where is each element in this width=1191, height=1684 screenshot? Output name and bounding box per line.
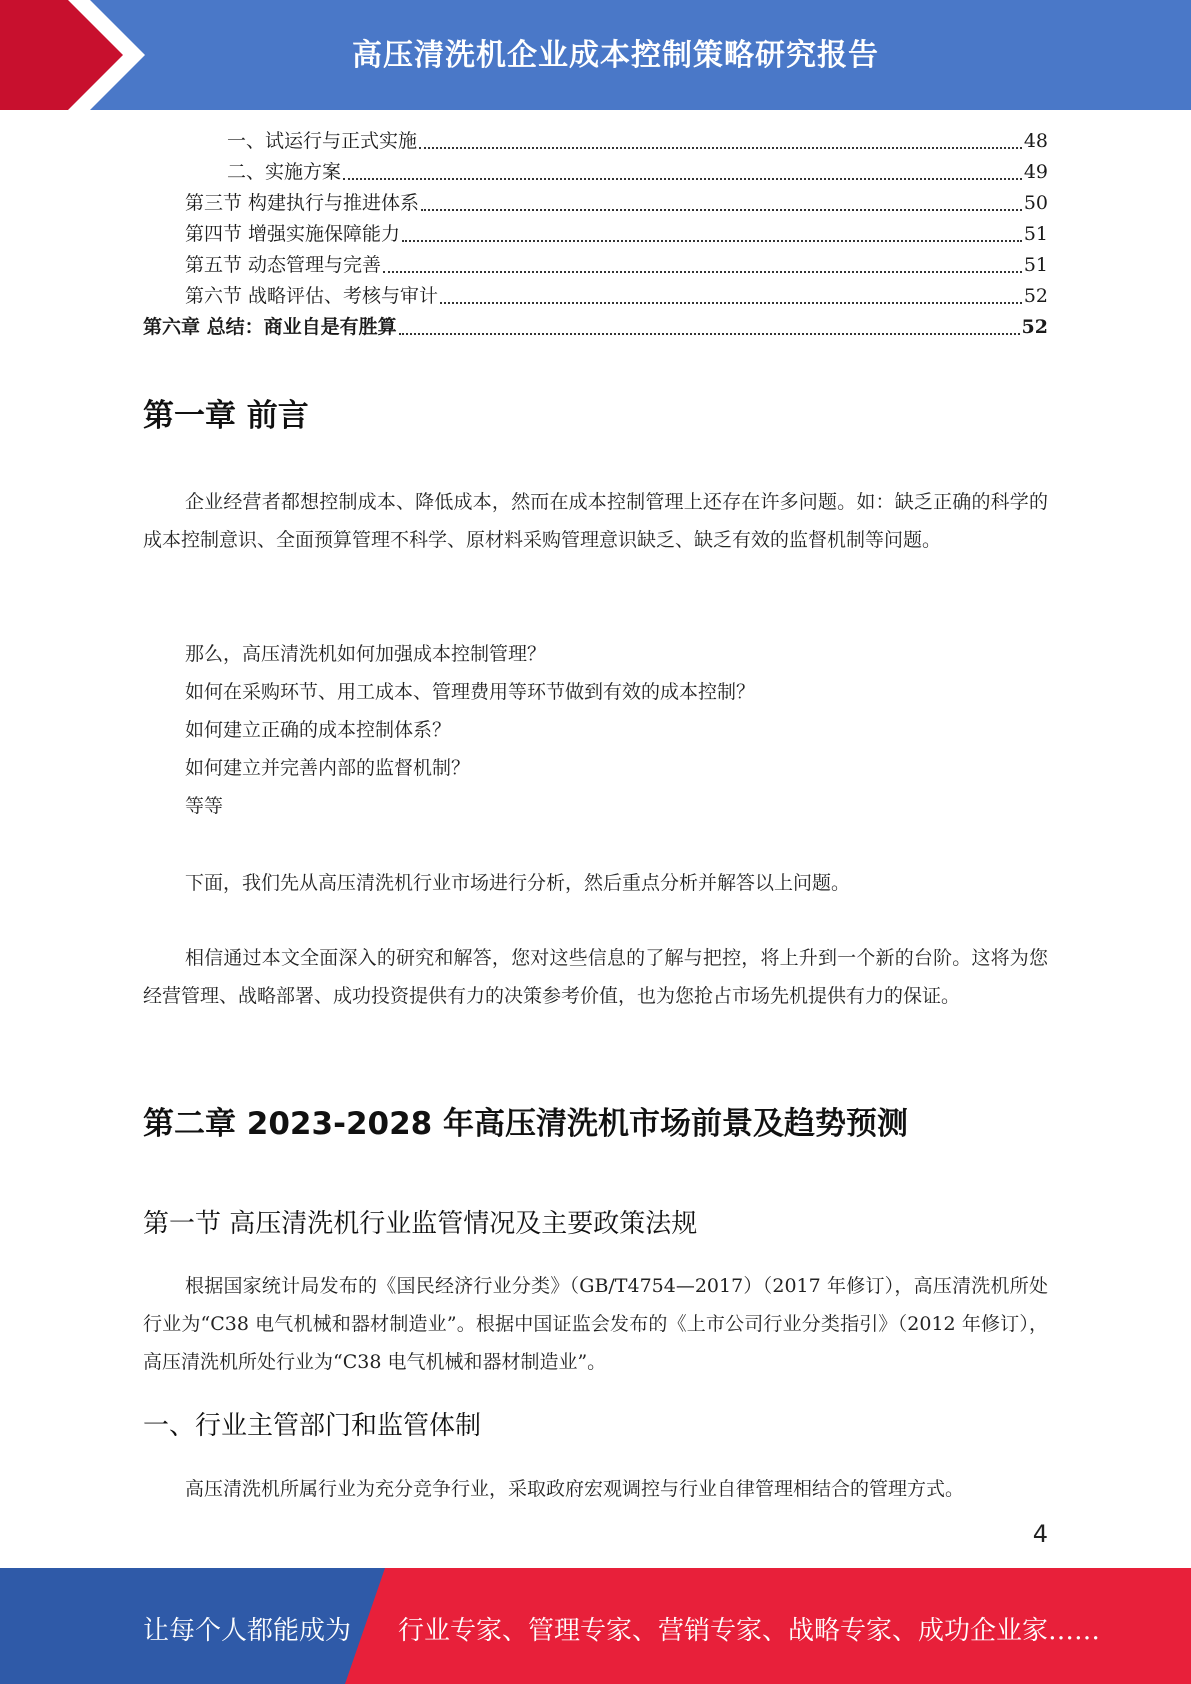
chapter-1-heading: 第一章 前言 — [143, 398, 309, 434]
question-line: 如何建立正确的成本控制体系？ — [185, 719, 452, 741]
toc-item-label: 一、试运行与正式实施 — [227, 130, 418, 152]
report-title: 高压清洗机企业成本控制策略研究报告 — [352, 38, 879, 73]
toc-item[interactable] — [227, 128, 1048, 154]
toc-item-page: 51 — [1023, 223, 1048, 245]
toc-item[interactable] — [185, 221, 1048, 247]
toc-item-page: 52 — [1023, 285, 1048, 307]
question-line: 等等 — [185, 795, 224, 817]
subsection-1-paragraph: 高压清洗机所属行业为充分竞争行业，采取政府宏观调控与行业自律管理相结合的管理方式。 — [185, 1478, 965, 1500]
toc-item[interactable] — [185, 283, 1048, 309]
subsection-1-heading: 一、行业主管部门和监管体制 — [143, 1411, 482, 1441]
page-footer — [0, 1568, 1191, 1684]
toc-leader-dots — [399, 307, 1020, 335]
toc-leader-dots — [440, 276, 1022, 304]
page-number: 4 — [1032, 1520, 1048, 1548]
toc-item-page: 52 — [1021, 316, 1048, 338]
chapter-2-heading: 第二章 2023-2028 年高压清洗机市场前景及趋势预测 — [143, 1106, 909, 1142]
toc-item-page: 50 — [1023, 192, 1048, 214]
toc-leader-dots — [402, 214, 1022, 242]
chapter-1-paragraph-3: 相信通过本文全面深入的研究和解答，您对这些信息的了解与把控，将上升到一个新的台阶。这将为您经营管理、战略部署、成功投资提供有力的决策参考价值，也为您抢占市场先机提供有力的保证。 — [143, 947, 1048, 1007]
toc-leader-dots — [421, 183, 1022, 211]
toc-item[interactable] — [185, 190, 1048, 216]
toc-item-label: 第六节 战略评估、考核与审计 — [185, 285, 439, 307]
toc-chapter-item[interactable] — [143, 314, 1048, 340]
question-line: 如何建立并完善内部的监督机制？ — [185, 757, 471, 779]
footer-slogan-right: 行业专家、管理专家、营销专家、战略专家、成功企业家…… — [398, 1616, 1101, 1646]
toc-item-label: 第六章 总结：商业自是有胜算 — [143, 316, 397, 338]
section-1-paragraph: 根据国家统计局发布的《国民经济行业分类》（GB/T4754—2017）（2017 年修订），高压清洗机所处行业为“C38 电气机械和器材制造业”。根据中国证监会发布的《上市公司行业分类指引》（2012 年修订），高压清洗机所处行业为“C38 电气机械和器材制造业”。 — [143, 1275, 1048, 1373]
toc-item-label: 第五节 动态管理与完善 — [185, 254, 382, 276]
footer-slogan-left: 让每个人都能成为 — [143, 1616, 352, 1646]
chapter-1-paragraph-2: 下面，我们先从高压清洗机行业市场进行分析，然后重点分析并解答以上问题。 — [185, 872, 851, 894]
section-1-heading: 第一节 高压清洗机行业监管情况及主要政策法规 — [143, 1209, 698, 1239]
toc-leader-dots — [343, 152, 1022, 180]
question-line: 如何在采购环节、用工成本、管理费用等环节做到有效的成本控制？ — [185, 681, 756, 703]
toc-item-page: 49 — [1023, 161, 1048, 183]
toc-leader-dots — [419, 121, 1022, 149]
toc-item-page: 51 — [1023, 254, 1048, 276]
question-line: 那么，高压清洗机如何加强成本控制管理？ — [185, 643, 547, 665]
chapter-1-paragraph-1: 企业经营者都想控制成本、降低成本，然而在成本控制管理上还存在许多问题。如：缺乏正确的科学的成本控制意识、全面预算管理不科学、原材料采购管理意识缺乏、缺乏有效的监督机制等问题。 — [143, 491, 1048, 551]
toc-item-label: 第三节 构建执行与推进体系 — [185, 192, 420, 214]
toc-item-label: 第四节 增强实施保障能力 — [185, 223, 401, 245]
toc-item[interactable] — [227, 159, 1048, 185]
page-header — [0, 0, 1191, 110]
toc-leader-dots — [383, 245, 1022, 273]
toc-item-page: 48 — [1023, 130, 1048, 152]
toc-item[interactable] — [185, 252, 1048, 278]
toc-item-label: 二、实施方案 — [227, 161, 342, 183]
